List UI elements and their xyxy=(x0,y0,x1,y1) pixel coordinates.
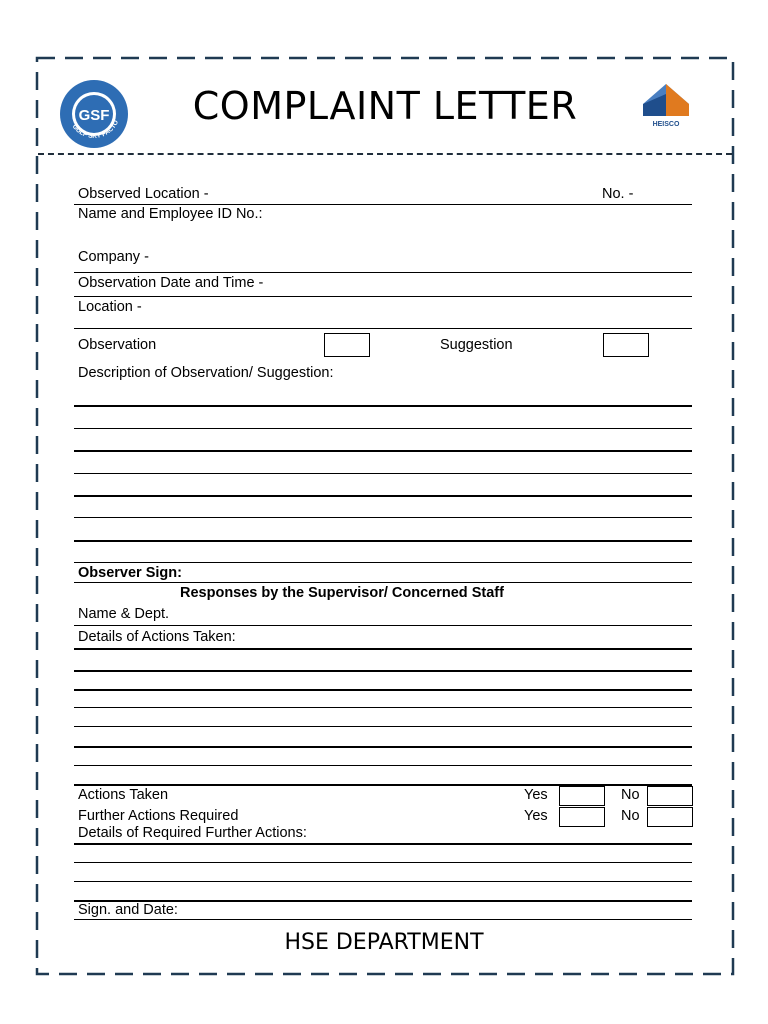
description-line[interactable] xyxy=(74,450,692,452)
further-actions-yes-checkbox[interactable] xyxy=(559,807,605,827)
actions-line[interactable] xyxy=(74,765,692,766)
description-line[interactable] xyxy=(74,495,692,497)
form-line xyxy=(74,919,692,920)
svg-text:HEISCO: HEISCO xyxy=(652,121,680,128)
further-actions-no-checkbox[interactable] xyxy=(647,807,693,827)
suggestion-checkbox[interactable] xyxy=(603,333,649,357)
number-label: No. - xyxy=(602,186,634,202)
observation-checkbox[interactable] xyxy=(324,333,370,357)
actions-taken-no-checkbox[interactable] xyxy=(647,786,693,806)
form-line xyxy=(74,204,692,205)
page-title: COMPLAINT LETTER xyxy=(192,84,578,128)
description-line[interactable] xyxy=(74,540,692,542)
svg-text:GSF: GSF xyxy=(78,107,110,124)
suggestion-label: Suggestion xyxy=(440,337,513,353)
actions-taken-yes-checkbox[interactable] xyxy=(559,786,605,806)
form-line xyxy=(74,625,692,626)
description-line[interactable] xyxy=(74,562,692,563)
description-label: Description of Observation/ Suggestion: xyxy=(78,365,334,381)
actions-line[interactable] xyxy=(74,746,692,748)
actions-taken-label: Actions Taken xyxy=(78,787,169,803)
actions-line[interactable] xyxy=(74,670,692,672)
company-label: Company - xyxy=(78,249,149,265)
further-actions-yes-label: Yes xyxy=(524,808,548,824)
footer-department: HSE DEPARTMENT xyxy=(284,930,484,955)
description-line[interactable] xyxy=(74,473,692,474)
actions-line[interactable] xyxy=(74,689,692,691)
observation-label: Observation xyxy=(78,337,157,353)
form-line xyxy=(74,328,692,329)
further-line[interactable] xyxy=(74,862,692,863)
form-line xyxy=(74,272,692,273)
responses-heading: Responses by the Supervisor/ Concerned Staff xyxy=(180,585,504,601)
description-line[interactable] xyxy=(74,405,692,407)
details-actions-taken-label: Details of Actions Taken: xyxy=(78,629,236,645)
description-line[interactable] xyxy=(74,428,692,429)
name-employee-id-label: Name and Employee ID No.: xyxy=(78,206,263,222)
details-further-actions-label: Details of Required Further Actions: xyxy=(78,825,307,841)
observed-location-label: Observed Location - xyxy=(78,186,209,202)
further-actions-no-label: No xyxy=(621,808,640,824)
further-line[interactable] xyxy=(74,843,692,845)
location-label: Location - xyxy=(78,299,142,315)
actions-taken-no-label: No xyxy=(621,787,640,803)
further-line[interactable] xyxy=(74,881,692,882)
description-line[interactable] xyxy=(74,517,692,518)
actions-taken-yes-label: Yes xyxy=(524,787,548,803)
header-divider xyxy=(38,153,732,155)
actions-line[interactable] xyxy=(74,648,692,650)
observation-date-time-label: Observation Date and Time - xyxy=(78,275,264,291)
name-dept-label: Name & Dept. xyxy=(78,606,170,622)
form-line xyxy=(74,296,692,297)
svg-text:GULF SKY FACTORY: GULF SKY FACTO xyxy=(70,119,121,141)
sign-date-label: Sign. and Date: xyxy=(78,902,178,918)
actions-line[interactable] xyxy=(74,726,692,727)
heisco-logo xyxy=(635,78,697,128)
gsf-logo xyxy=(58,78,130,150)
actions-line[interactable] xyxy=(74,707,692,708)
form-line xyxy=(74,582,692,583)
observer-sign-label: Observer Sign: xyxy=(78,565,182,581)
further-actions-label: Further Actions Required xyxy=(78,808,239,824)
